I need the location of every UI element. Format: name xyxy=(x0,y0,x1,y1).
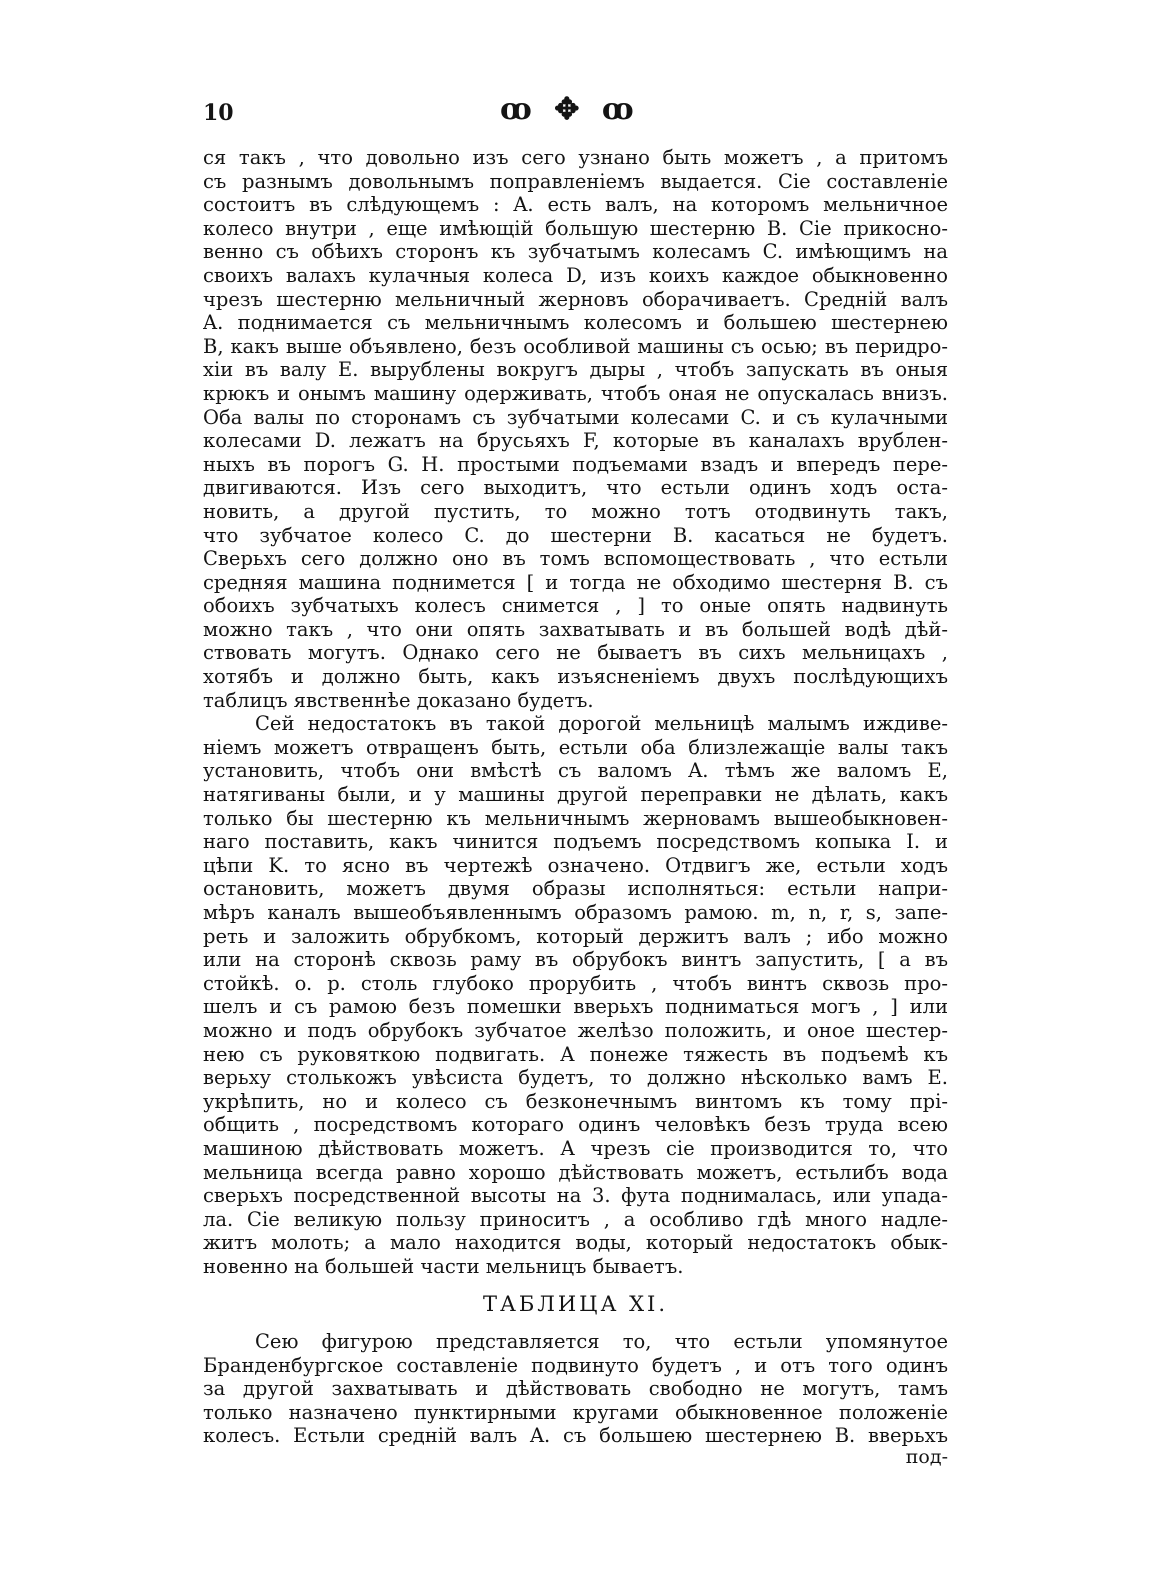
text-line: нею съ руковяткою подвигать. А понеже тяжесть въ подъемѣ къ xyxy=(203,1042,948,1066)
text-line: средняя машина поднимется [ и тогда не обходимо шестерня B. съ xyxy=(203,570,948,594)
text-line: можно такъ , что они опять захватывать и въ большей водѣ дѣй- xyxy=(203,617,948,641)
text-line: ствовать могутъ. Однако сего не бываетъ въ сихъ мельницахъ , xyxy=(203,641,948,665)
text-line: можно и подъ обрубокъ зубчатое желѣзо положить, и оное шестер- xyxy=(203,1018,948,1042)
text-line: Бранденбургское составленіе подвинуто будетъ , и отъ того одинъ xyxy=(203,1353,948,1377)
text-line: сверьхъ посредственной высоты на 3. фута поднималась, или упада- xyxy=(203,1184,948,1208)
text-line: новить, а другой пустить, то можно тотъ отодвинуть такъ, xyxy=(203,499,948,523)
text-line: ніемъ можетъ отвращенъ быть, естьли оба близлежащіе валы такъ xyxy=(203,735,948,759)
text-line: новенно на большей части мельницъ бываетъ. xyxy=(203,1254,684,1278)
text-line: двигиваются. Изъ сего выходитъ, что естьли одинъ ходъ оста- xyxy=(203,476,948,500)
page-number: 10 xyxy=(203,100,234,126)
text-line: колесами D. лежатъ на брусьяхъ F, которые въ каналахъ врублен- xyxy=(203,429,948,453)
text-line: Оба валы по сторонамъ съ зубчатыми колесами C. и съ кулачными xyxy=(203,405,948,429)
text-line: установить, чтобъ они вмѣстѣ съ валомъ A. тѣмъ же валомъ E, xyxy=(203,759,948,783)
paragraph-3 xyxy=(203,1330,948,1448)
text-line: обоихъ зубчатыхъ колесъ снимется , ] то оные опять надвинуть xyxy=(203,594,948,618)
body-text-upper xyxy=(203,146,948,1279)
text-line: натягиваны были, и у машины другой переправки не дѣлать, какъ xyxy=(203,783,948,807)
text-line: шелъ и съ рамою безъ помешки вверьхъ подниматься могъ , ] или xyxy=(203,995,948,1019)
text-line: наго поставить, какъ чинится подъемъ посредствомъ копыка I. и xyxy=(203,830,948,854)
text-line: Сею фигурою представляется то, что естьли упомянутое xyxy=(255,1330,948,1353)
text-line: хіи въ валу E. вырублены вокругъ дыры , чтобъ запускать въ оныя xyxy=(203,358,948,382)
text-line: за другой захватывать и дѣйствовать свободно не могутъ, тамъ xyxy=(203,1377,948,1401)
text-line: только назначено пунктирными кругами обыкновенное положеніе xyxy=(203,1400,948,1424)
text-line: A. поднимается съ мельничнымъ колесомъ и большею шестернею xyxy=(203,311,948,335)
body-text-lower xyxy=(203,1330,948,1448)
text-line: таблицъ явственнѣе доказано будетъ. xyxy=(203,688,594,712)
text-line: хотябъ и должно быть, какъ изъясненіемъ двухъ послѣдующихъ xyxy=(203,665,948,689)
catchword: под- xyxy=(905,1446,948,1468)
text-line: Сверьхъ сего должно оно въ томъ вспомоществовать , что естьли xyxy=(203,547,948,571)
text-line: только бы шестерню къ мельничнымъ жерновамъ вышеобыкновен- xyxy=(203,806,948,830)
text-line: крюкъ и онымъ машину одерживать, чтобъ оная не опускалась внизъ. xyxy=(203,381,948,405)
text-line: колесъ. Естьли средній валъ A. съ большею шестернею B. вверьхъ xyxy=(203,1424,948,1448)
text-line: реть и заложить обрубкомъ, который держитъ валъ ; ибо можно xyxy=(203,924,948,948)
table-heading: ТАБЛИЦА XI. xyxy=(483,1292,668,1316)
header-ornament: ꝏ ✥ ꝏ xyxy=(500,92,640,127)
text-line: ныхъ въ порогъ G. H. простыми подъемами взадъ и впередъ пере- xyxy=(203,452,948,476)
text-line: колесо внутри , еще имѣющій большую шестерню B. Сіе прикосно- xyxy=(203,216,948,240)
text-line: укрѣпить, но и колесо съ безконечнымъ винтомъ къ тому прі- xyxy=(203,1089,948,1113)
text-line: стойкѣ. o. p. столь глубоко прорубить , чтобъ винтъ сквозь про- xyxy=(203,971,948,995)
text-line: мѣръ каналъ вышеобъявленнымъ образомъ рамою. m, n, r, s, запе- xyxy=(203,901,948,924)
text-line: Сей недостатокъ въ такой дорогой мельницѣ малымъ иждиве- xyxy=(255,712,948,736)
text-line: состоитъ въ слѣдующемъ : A. есть валъ, на которомъ мельничное xyxy=(203,193,948,217)
text-line: житъ молоть; а мало находится воды, который недостатокъ обык- xyxy=(203,1231,948,1255)
paragraph-2 xyxy=(203,712,948,1278)
text-line: или на сторонѣ сквозь раму въ обрубокъ винтъ запустить, [ а въ xyxy=(203,948,948,972)
text-line: чрезъ шестерню мельничный жерновъ оборачиваетъ. Средній валъ xyxy=(203,287,948,311)
text-line: машиною дѣйствовать можетъ. А чрезъ сіе производится то, что xyxy=(203,1136,948,1160)
text-line: мельница всегда равно хорошо дѣйствовать можетъ, естьлибъ вода xyxy=(203,1160,948,1184)
paragraph-1 xyxy=(203,146,948,712)
text-line: верьху столькожъ увѣсиста будетъ, то должно нѣсколько вамъ E. xyxy=(203,1066,948,1090)
text-line: остановить, можетъ двумя образы исполняться: естьли напри- xyxy=(203,877,948,901)
text-line: что зубчатое колесо C. до шестерни B. касаться не будетъ. xyxy=(203,523,948,547)
text-line: B, какъ выше объявлено, безъ особливой машины съ осью; въ перидро- xyxy=(203,334,948,358)
text-line: венно съ обѣихъ сторонъ къ зубчатымъ колесамъ C. имѣющимъ на xyxy=(203,240,948,264)
text-line: своихъ валахъ кулачныя колеса D, изъ коихъ каждое обыкновенно xyxy=(203,263,948,287)
text-line: ла. Сіе великую пользу приноситъ , а особливо гдѣ много надле- xyxy=(203,1207,948,1231)
text-line: ся такъ , что довольно изъ сего узнано быть можетъ , а притомъ xyxy=(203,146,948,169)
text-line: цѣпи K. то ясно въ чертежѣ означено. Отдвигъ же, естьли ходъ xyxy=(203,853,948,877)
text-line: общить , посредствомъ котораго одинъ человѣкъ безъ труда всею xyxy=(203,1113,948,1137)
text-line: съ разнымъ довольнымъ поправленіемъ выдается. Сіе составленіе xyxy=(203,169,948,193)
